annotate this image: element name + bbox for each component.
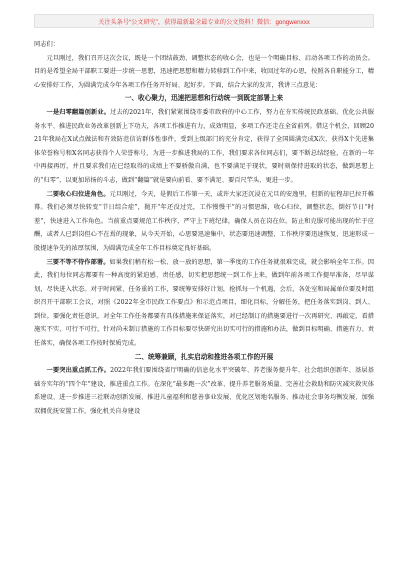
- greeting: 同志们：: [34, 41, 59, 48]
- promo-banner: [34, 14, 374, 28]
- paragraph-lead: 一是归零翻篇创新业。: [46, 108, 111, 116]
- paragraph-reset-and-innovate: [34, 106, 374, 188]
- section-heading-2: 二、统筹兼顾，扎实启动和推进各项工作的开展: [134, 352, 274, 361]
- paragraph-deploy-now: [34, 256, 374, 351]
- promo-banner-text: 关注头条号“公文研究”，获得最新最全最专业的公文资料！微信：gongwenxxx: [98, 18, 310, 26]
- section-heading-1: 一、收心聚力，迅速把思想和行动统一到既定部署上来: [124, 94, 284, 103]
- paragraph-return-to-role: [34, 188, 374, 256]
- paragraph-text: 如果我们稍有松一松、放一放的思想，第一季度的工作任务就很难完成，就会影响全年工作。因此，我们每位同志都要有一种高度的紧迫感、责任感，切实把思想统一到工作上来，做到年前各项工作提早准备，尽早谋划，尽快进入状态。对于时间紧、任务重的工作，要统筹安排好计划，抢抓每一个机遇，会后，各处室和局属单位要及时组织召开干部职工会议，对照《2022年全市民政工作要点》和示范点项目，细化目标，分解任务，把任务落实到岗、到人、到位。要强化责任意识，对全年工作任务都要有具体措施来保证落实，对已经制订的措施要进行一次再研究、再敲定，看措施实不实、可行不可行，针对尚未制订措施的工作目标要尽快研究出切实可行的措施和办法，做到目标明确、措施有力、责任落实，确保各项工作按时保质完成。: [34, 258, 375, 348]
- paragraph-focus-key-work: [34, 364, 374, 418]
- paragraph-lead: 一要突出重点抓工作。: [46, 367, 111, 375]
- paragraph-lead: 二要收心归位进角色。: [46, 190, 110, 198]
- paragraph-text: 元旦刚过，今天，是假后工作第一天，或许大家还沉浸在元旦的安逸里，但新的征程却已拉开帷幕。我们必须尽快转变“节日综合症”，抛开“年还没过完，工作慢慢干”的习惯思维，收心归位，调整状态，倒好节日“时差”，快速进入工作角色。当前重点要规范工作秩序，严守上下班纪律，确保人员在岗在位。防止和克服可能出现的忙于应酬，或者人已到岗但心不在焉的现象，从今天开始，心思要迅速集中，状态要迅速调整，工作秩序要迅速恢复，迅速形成一股提速争先的浓厚氛围，为圆满完成全年工作目标奠定良好基础。: [34, 190, 375, 252]
- document-body: [34, 38, 374, 419]
- intro-paragraph: 元旦刚过，我们召开这次会议，既是一个团结鼓劲、调整状态的收心会，也是一个明确目标、启动各项工作的动员会。目的是希望全局干部职工要进一步统一思想，迅速把思想和精力转移到工作中来，收回过年的心思，按照各自职能分工，精心安排好工作，为圆满完成今年各项工作任务开好局、起好步。下面，结合大家的发言，我讲三点意见：: [34, 54, 374, 89]
- paragraph-text: 过去的2021年，我们紧紧围绕市委市政府的中心工作，努力在夯实传统民政基础、优化公共服务水平、推进民政业务改革创新上下功夫，各项工作推进有力，成效明显，多项工作还走在全省前列。借这个机会，回顾2021年我局在Ⅹ试点做法和有效防范信访群体性事件，受到上级部门的充分肯定，获得了全国圆满完成X次、获得X个先进集体荣誉称号和X名同志获得个人荣誉称号，为进一步推进我局的工作，我们要求各位同志们，要不断总结经验，在新的一年中再接再厉，并且要求我们在已经取得的成绩上不要骄傲自满，也不要满足于现状，要时刻保持进取的状态，做到思想上的“归零”，以更加昂扬的斗志，做到“翻篇”就是要向前看、要不满足、要百尺竿头、更进一步。: [34, 108, 374, 184]
- paragraph-text: 2022年我们要围绕省厅明确的信息化水平突破年、养老服务提升年、社会组织创新年、基层基础夯实年的“四个年”建设，推进重点工作。在深化“最多跑一次”改革、提升养老服务质量、完善社会救助和防灾减灾救灾体系建设、进一步推进三社联动创新发展、推进儿童福利和慈善事业发展、优化区划地名服务、推动社会事务均衡发展、加强双拥优抚安置工作，强化机关自身建设: [34, 367, 374, 416]
- paragraph-lead: 三要不等不待作部署。: [46, 258, 110, 266]
